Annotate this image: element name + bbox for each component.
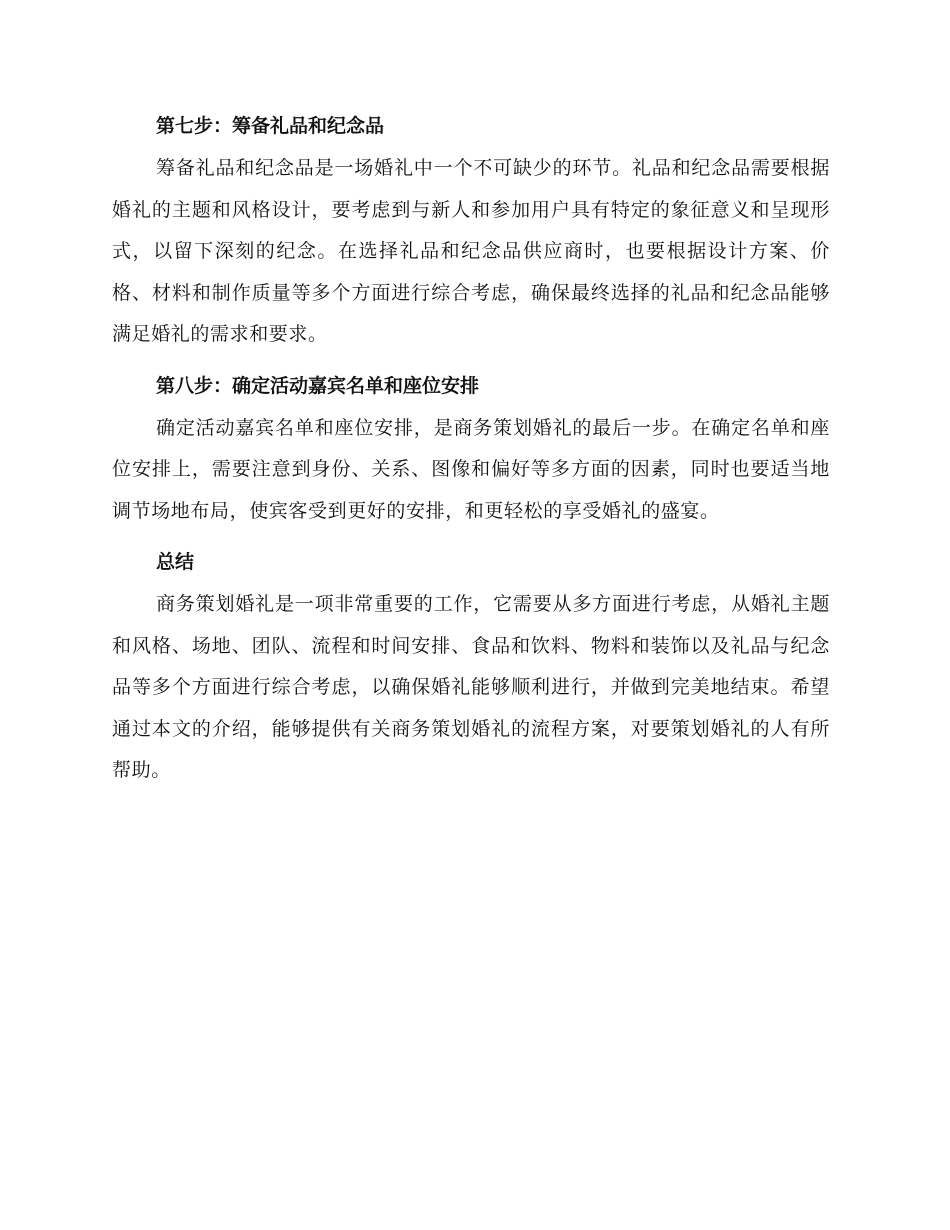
section-paragraph: 筹备礼品和纪念品是一场婚礼中一个不可缺少的环节。礼品和纪念品需要根据婚礼的主题和风格设计，要考虑到与新人和参加用户具有特定的象征意义和呈现形式，以留下深刻的纪念。在选择礼品和纪念品供应商时，也要根据设计方案、价格、材料和制作质量等多个方面进行综合考虑，确保最终选择的礼品和纪念品能够满足婚礼的需求和要求。 [112,157,830,345]
section-paragraph: 商务策划婚礼是一项非常重要的工作，它需要从多方面进行考虑，从婚礼主题和风格、场地、团队、流程和时间安排、食品和饮料、物料和装饰以及礼品与纪念品等多个方面进行综合考虑，以确保婚礼能够顺利进行，并做到完美地结束。希望通过本文的介绍，能够提供有关商务策划婚礼的流程方案，对要策划婚礼的人有所帮助。 [112,593,830,781]
section-step-7 [112,104,830,356]
section-paragraph: 确定活动嘉宾名单和座位安排，是商务策划婚礼的最后一步。在确定名单和座位安排上，需要注意到身份、关系、图像和偏好等多方面的因素，同时也要适当地调节场地布局，使宾客受到更好的安排，和更轻松的享受婚礼的盛宴。 [112,416,830,522]
section-heading: 第八步：确定活动嘉宾名单和座位安排 [156,374,480,397]
section-heading: 第七步：筹备礼品和纪念品 [156,115,385,137]
section-summary [112,540,830,792]
document-page [112,104,830,800]
section-heading: 总结 [156,551,195,573]
section-step-8 [112,364,830,533]
